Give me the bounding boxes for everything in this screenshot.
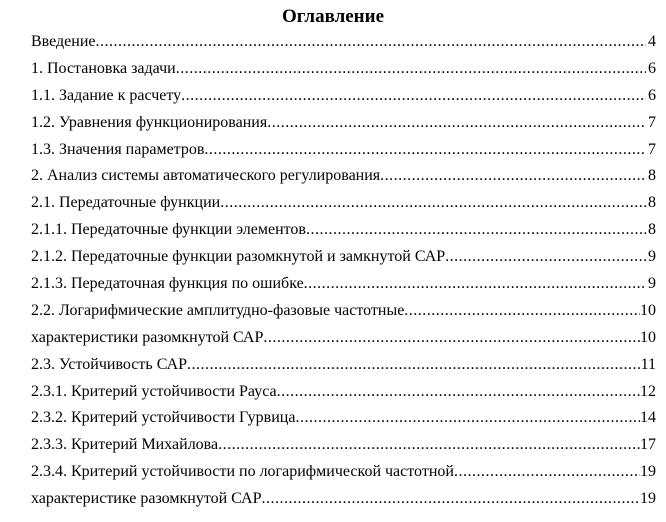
toc-entry [31, 459, 656, 486]
toc-entry-page: 9 [648, 248, 656, 266]
toc-entry [31, 271, 656, 298]
toc-entry-page: 12 [640, 382, 656, 400]
dot-leader [187, 352, 641, 379]
dot-leader [404, 298, 640, 325]
toc-entry [31, 244, 656, 271]
dot-leader [262, 486, 641, 513]
toc-entry-page: 19 [640, 490, 656, 508]
toc-entry-page: 8 [648, 167, 656, 185]
toc-entry-text: 2.3. Устойчивость САР [31, 355, 188, 373]
toc-entry-text: 2.1.1. Передаточные функции элементов [31, 221, 306, 239]
toc-entry-page: 14 [640, 409, 656, 427]
toc-entry-text: характеристике разомкнутой САР [31, 490, 262, 508]
toc-entry [31, 405, 656, 432]
dot-leader [445, 244, 646, 271]
toc-entry-page: 7 [648, 140, 656, 158]
toc-entry [31, 379, 656, 406]
toc-entry-page: 11 [640, 355, 656, 373]
toc-entry [31, 190, 656, 217]
toc-entry [31, 352, 656, 379]
dot-leader [204, 137, 646, 164]
dot-leader [267, 110, 646, 137]
toc-entry-text: 2.3.1. Критерий устойчивости Рауса [31, 382, 277, 400]
toc-list [31, 29, 656, 513]
toc-entry-page: 9 [648, 275, 656, 293]
toc-entry-text: 2.1.2. Передаточные функции разомкнутой и замкнутой САР [31, 248, 446, 266]
toc-entry [31, 163, 656, 190]
dot-leader [295, 405, 640, 432]
toc-entry-text: 2.3.2. Критерий устойчивости Гурвица [31, 409, 296, 427]
toc-entry-text: 2.2. Логарифмические амплитудно-фазовые частотные [31, 301, 405, 319]
toc-entry-text: характеристики разомкнутой САР [31, 328, 264, 346]
dot-leader [181, 83, 646, 110]
toc-entry [31, 432, 656, 459]
dot-leader [176, 56, 646, 83]
dot-leader [96, 29, 647, 56]
dot-leader [380, 163, 646, 190]
toc-entry-page: 19 [640, 463, 656, 481]
toc-entry-page: 6 [648, 86, 656, 104]
toc-entry [31, 137, 656, 164]
toc-entry-text: 2. Анализ системы автоматического регулирования [31, 167, 381, 185]
toc-entry-text: 1.2. Уравнения функционирования [31, 113, 268, 131]
toc-entry-page: 8 [648, 221, 656, 239]
toc-entry [31, 298, 656, 325]
toc-entry [31, 56, 656, 83]
toc-entry-page: 10 [640, 328, 656, 346]
toc-entry-page: 6 [648, 59, 656, 77]
toc-entry-page: 17 [640, 436, 656, 454]
dot-leader [454, 459, 640, 486]
toc-entry-page: 7 [648, 113, 656, 131]
toc-entry [31, 325, 656, 352]
toc-entry [31, 217, 656, 244]
toc-entry-page: 8 [648, 194, 656, 212]
dot-leader [277, 379, 640, 406]
toc-entry-text: 1. Постановка задачи [31, 59, 176, 77]
dot-leader [306, 217, 646, 244]
toc-entry [31, 83, 656, 110]
toc-entry-page: 10 [640, 301, 656, 319]
toc-entry-text: Введение [31, 33, 96, 50]
toc-entry-text: 2.1.3. Передаточная функция по ошибке [31, 275, 304, 293]
toc-entry-text: 1.1. Задание к расчету [31, 86, 182, 104]
toc-entry [31, 29, 656, 56]
toc-entry-text: 2.1. Передаточные функции [31, 194, 221, 212]
dot-leader [263, 325, 640, 352]
dot-leader [218, 432, 640, 459]
dot-leader [304, 271, 646, 298]
toc-entry-page: 4 [648, 33, 656, 50]
toc-entry-text: 2.3.3. Критерий Михайлова [31, 436, 219, 454]
toc-entry-text: 1.3. Значения параметров [31, 140, 205, 158]
toc-title: Оглавление [281, 6, 385, 27]
toc-entry [31, 110, 656, 137]
dot-leader [220, 190, 646, 217]
toc-entry [31, 486, 656, 513]
toc-entry-text: 2.3.4. Критерий устойчивости по логарифмической частотной [31, 463, 454, 481]
